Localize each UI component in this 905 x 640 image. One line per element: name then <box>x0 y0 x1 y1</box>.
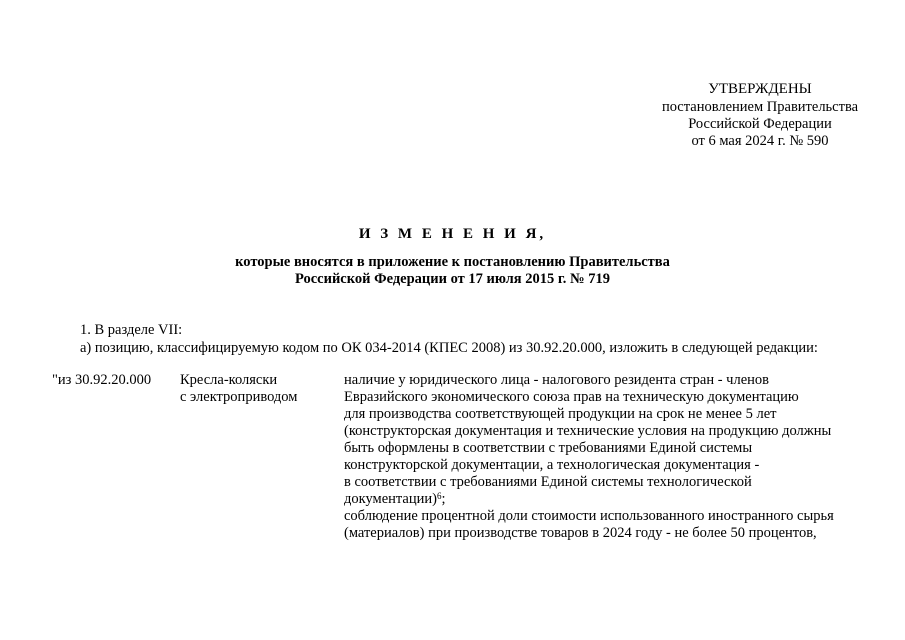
row-text-line: в соответствии с требованиями Единой системы технологической <box>344 474 752 490</box>
paragraph-section: 1. В разделе VII: <box>80 322 183 338</box>
row-text-line: конструкторской документации, а технологическая документация - <box>344 457 760 473</box>
row-text-line: соблюдение процентной доли стоимости использованного иностранного сырья <box>344 508 834 524</box>
paragraph-instruction: а) позицию, классифицируемую кодом по ОК 034-2014 (КПЕС 2008) из 30.92.20.000, изложить в следующей редакции: <box>80 340 818 356</box>
footnote-tail: ; <box>441 491 446 507</box>
row-code: "из 30.92.20.000 <box>52 372 152 388</box>
row-text-line <box>344 491 864 508</box>
row-name-line: с электроприводом <box>180 389 298 405</box>
row-text <box>344 372 864 542</box>
approval-line: Российской Федерации <box>688 116 832 132</box>
row-text-fragment: документации) <box>344 491 437 507</box>
row-name-line: Кресла-коляски <box>180 372 278 388</box>
approval-block <box>640 80 880 150</box>
approval-line: от 6 мая 2024 г. № 590 <box>691 133 829 149</box>
title-subline: Российской Федерации от 17 июля 2015 г. № 719 <box>294 271 610 287</box>
title-main: И З М Е Н Е Н И Я, <box>358 226 547 242</box>
row-text-line: быть оформлены в соответствии с требованиями Единой системы <box>344 440 753 456</box>
title-subline: которые вносятся в приложение к постановлению Правительства <box>235 254 670 270</box>
row-text-line: Евразийского экономического союза прав на техническую документацию <box>344 389 799 405</box>
row-text-line: (конструкторская документация и технические условия на продукцию должны <box>344 423 832 439</box>
row-name <box>180 372 330 406</box>
row-text-line: для производства соответствующей продукции на срок не менее 5 лет <box>344 406 777 422</box>
row-text-line: (материалов) при производстве товаров в 2024 году - не более 50 процентов, <box>344 525 817 541</box>
row-text-line: наличие у юридического лица - налогового резидента стран - членов <box>344 372 769 388</box>
approval-heading: УТВЕРЖДЕНЫ <box>708 81 812 97</box>
approval-line: постановлением Правительства <box>661 99 859 115</box>
document-title <box>0 226 905 288</box>
footnote-mark[interactable]: 6 <box>436 491 442 501</box>
